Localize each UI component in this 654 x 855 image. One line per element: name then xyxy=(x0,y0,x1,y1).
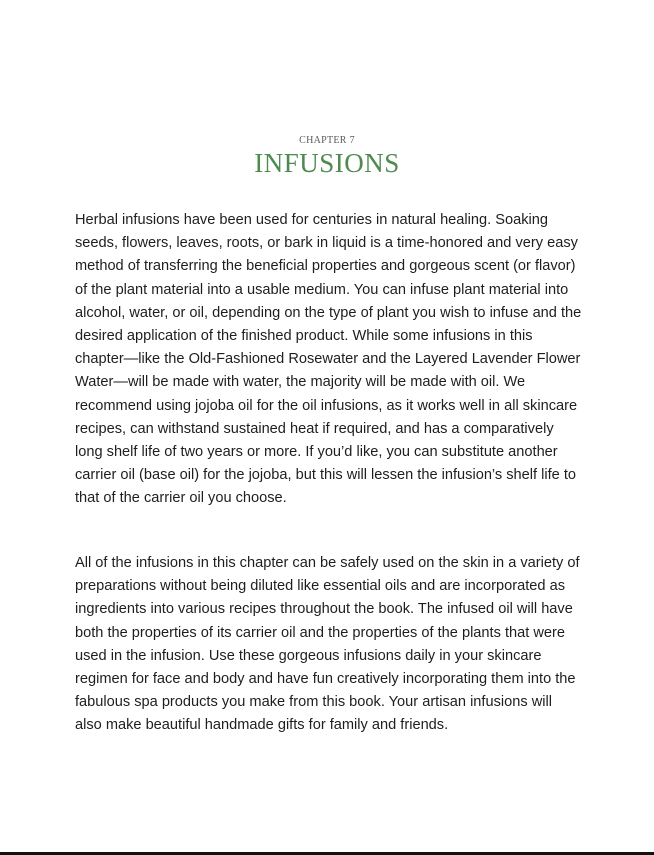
body-paragraph: Herbal infusions have been used for centuries in natural healing. Soaking seeds, flowers, leaves, roots, or bark in liquid is a time-honored and very easy method of transferring the beneficial properties and gorgeous scent (or flavor) of the plant material into a usable medium. You can infuse plant material into alcohol, water, or oil, depending on the type of plant you wish to infuse and the desired application of the finished product. While some infusions in this chapter—like the Old-Fashioned Rosewater and the Layered Lavender Flower Water—will be made with water, the majority will be made with oil. We recommend using jojoba oil for the oil infusions, as it works well in all skincare recipes, can withstand sustained heat if required, and has a comparatively long shelf life of two years or more. If you’d like, you can substitute another carrier oil (base oil) for the jojoba, but this will lessen the infusion’s shelf life to that of the carrier oil you choose. xyxy=(75,212,582,507)
chapter-title: INFUSIONS xyxy=(254,148,400,178)
chapter-number-label: CHAPTER 7 xyxy=(299,135,355,146)
body-paragraph: All of the infusions in this chapter can be safely used on the skin in a variety of preparations without being diluted like essential oils and are incorporated as ingredients into various recipes throughout the book. The infused oil will have both the properties of its carrier oil and the properties of the plants that were used in the infusion. Use these gorgeous infusions daily in your skincare regimen for face and body and have fun creatively incorporating them into the fabulous spa products you make from this book. Your artisan infusions will also make beautiful handmade gifts for family and friends. xyxy=(75,555,580,734)
